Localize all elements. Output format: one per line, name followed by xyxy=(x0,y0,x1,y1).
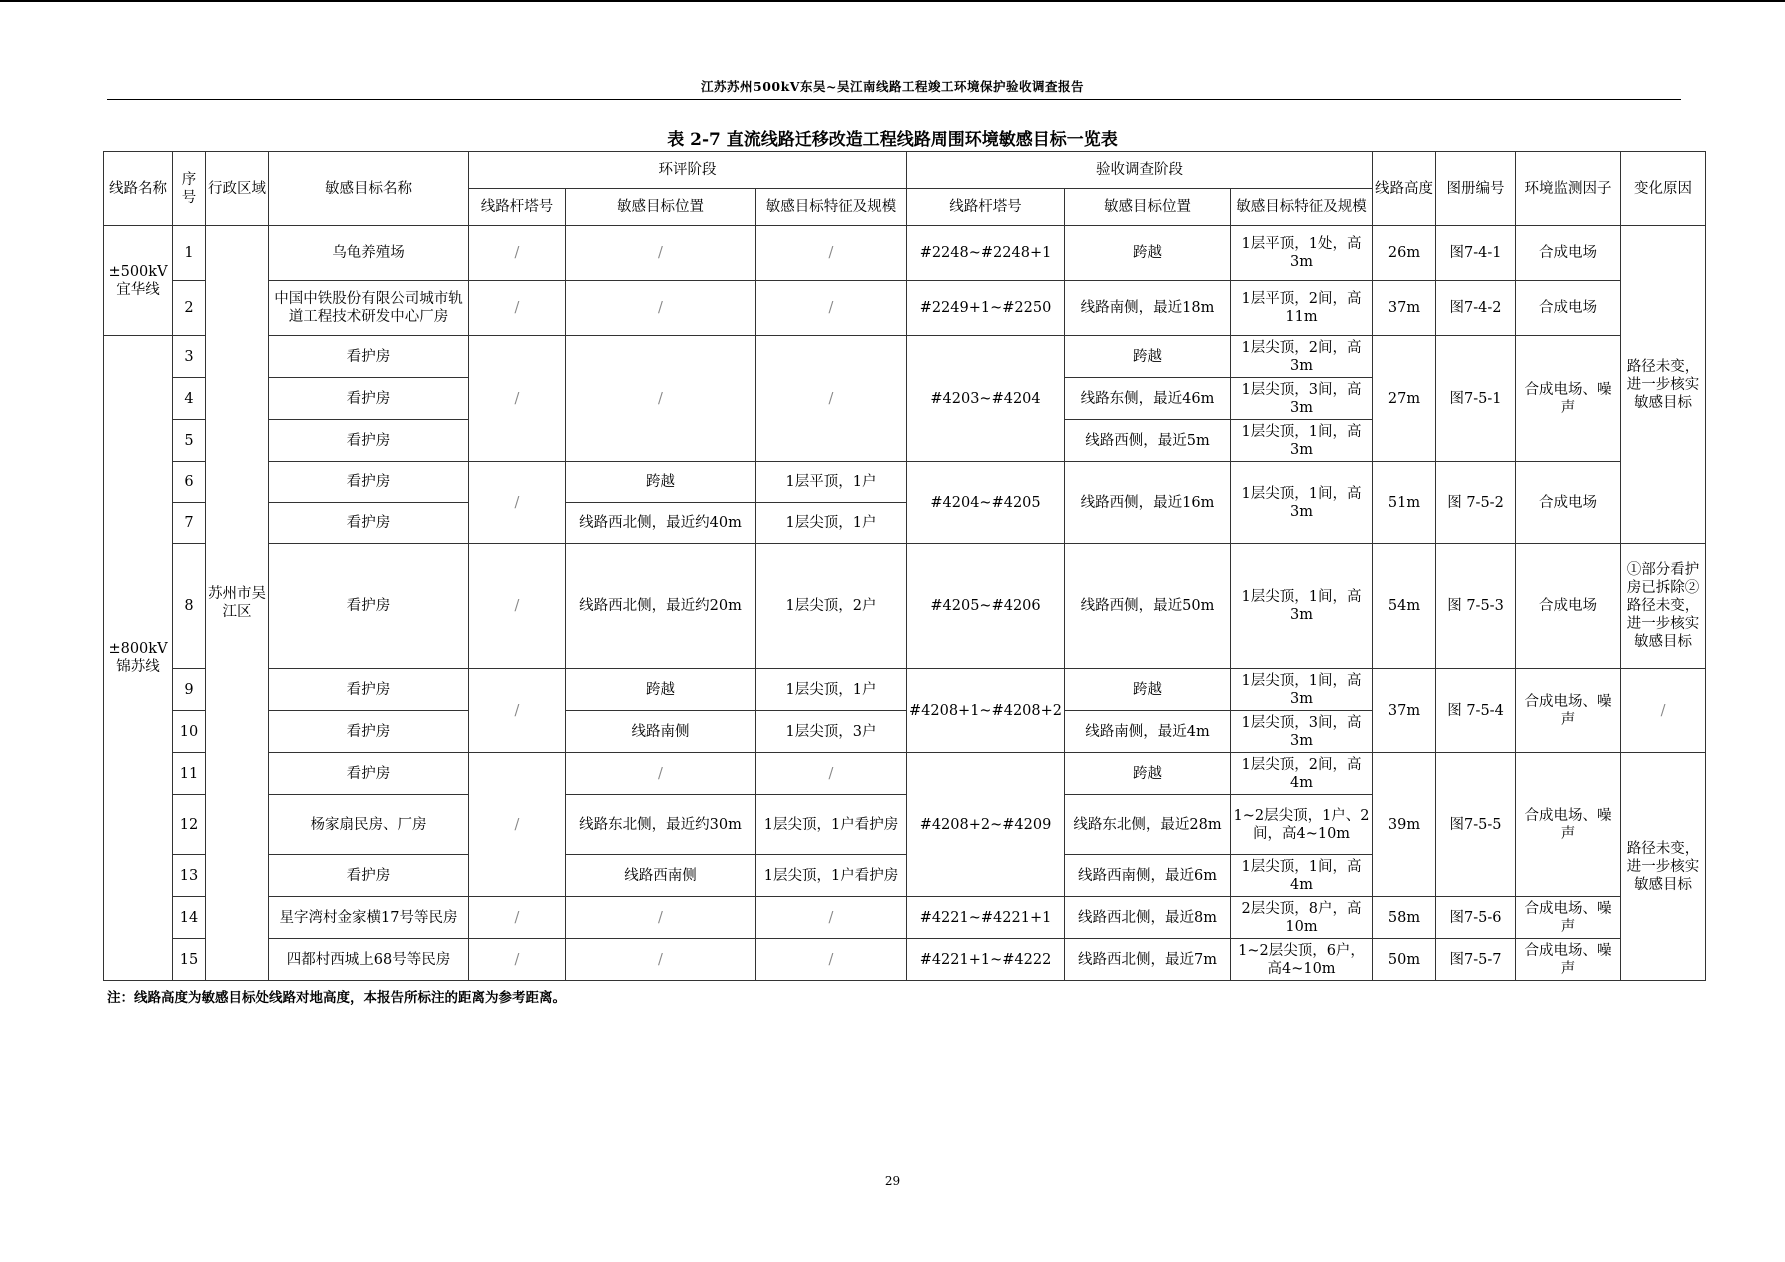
cell-eia-feature: / xyxy=(756,897,907,939)
cell-acc-feature: 1层尖顶，2间，高3m xyxy=(1231,336,1373,378)
cell-target-name: 杨家扇民房、厂房 xyxy=(269,795,469,855)
cell-figure-no: 图 7-5-3 xyxy=(1436,544,1516,669)
cell-line-height: 26m xyxy=(1373,226,1436,281)
cell-line-500kv: ±500kV宜华线 xyxy=(104,226,173,336)
cell-eia-feature: 1层尖顶，2户 xyxy=(756,544,907,669)
cell-figure-no: 图7-5-5 xyxy=(1436,753,1516,897)
cell-eia-position: / xyxy=(566,897,756,939)
cell-eia-tower: / xyxy=(469,897,566,939)
cell-acc-position: 跨越 xyxy=(1065,226,1231,281)
table-note: 注：线路高度为敏感目标处线路对地高度，本报告所标注的距离为参考距离。 xyxy=(107,990,566,1006)
cell-change-reason: ①部分看护房已拆除②路径未变，进一步核实敏感目标 xyxy=(1621,544,1706,669)
cell-eia-feature: 1层尖顶，1户看护房 xyxy=(756,795,907,855)
cell-eia-tower: / xyxy=(469,336,566,462)
running-header: 江苏苏州500kV东吴~吴江南线路工程竣工环境保护验收调查报告 xyxy=(701,79,1084,94)
header-target-name: 敏感目标名称 xyxy=(269,152,469,226)
cell-line-height: 58m xyxy=(1373,897,1436,939)
cell-target-name: 乌龟养殖场 xyxy=(269,226,469,281)
cell-monitor-factor: 合成电场 xyxy=(1516,544,1621,669)
cell-acc-feature: 1层尖顶，2间，高4m xyxy=(1231,753,1373,795)
cell-acc-feature: 1层尖顶，3间，高3m xyxy=(1231,711,1373,753)
cell-acc-feature: 1层尖顶，1间，高3m xyxy=(1231,420,1373,462)
cell-target-name: 中国中铁股份有限公司城市轨道工程技术研发中心厂房 xyxy=(269,281,469,336)
cell-seq: 13 xyxy=(173,855,206,897)
table-row xyxy=(104,544,1706,669)
header-acc-feature: 敏感目标特征及规模 xyxy=(1231,189,1373,226)
cell-line-height: 50m xyxy=(1373,939,1436,981)
table-row xyxy=(104,939,1706,981)
header-district: 行政区域 xyxy=(206,152,269,226)
cell-acc-position: 跨越 xyxy=(1065,753,1231,795)
header-line-height: 线路高度 xyxy=(1373,152,1436,226)
cell-eia-feature: 1层尖顶，1户 xyxy=(756,503,907,544)
cell-acc-position: 线路西北侧，最近7m xyxy=(1065,939,1231,981)
cell-seq: 14 xyxy=(173,897,206,939)
cell-line-height: 37m xyxy=(1373,669,1436,753)
cell-eia-position: 跨越 xyxy=(566,669,756,711)
cell-acc-feature: 1层尖顶，1间，高3m xyxy=(1231,462,1373,544)
cell-eia-feature: 1层尖顶，1户看护房 xyxy=(756,855,907,897)
cell-figure-no: 图7-5-1 xyxy=(1436,336,1516,462)
cell-acc-position: 线路东侧，最近46m xyxy=(1065,378,1231,420)
cell-line-height: 39m xyxy=(1373,753,1436,897)
cell-acc-position: 线路西侧，最近16m xyxy=(1065,462,1231,544)
cell-target-name: 看护房 xyxy=(269,753,469,795)
header-eia-position: 敏感目标位置 xyxy=(566,189,756,226)
cell-eia-tower: / xyxy=(469,544,566,669)
cell-acc-feature: 1层平顶，2间，高11m xyxy=(1231,281,1373,336)
cell-eia-tower: / xyxy=(469,462,566,544)
cell-seq: 1 xyxy=(173,226,206,281)
cell-target-name: 四都村西城上68号等民房 xyxy=(269,939,469,981)
cell-line-800kv: ±800kV锦苏线 xyxy=(104,336,173,981)
cell-eia-tower: / xyxy=(469,669,566,753)
cell-eia-tower: / xyxy=(469,281,566,336)
cell-seq: 5 xyxy=(173,420,206,462)
cell-eia-feature: 1层尖顶，3户 xyxy=(756,711,907,753)
cell-eia-position: / xyxy=(566,753,756,795)
table-row xyxy=(104,753,1706,795)
cell-change-reason: 路径未变，进一步核实敏感目标 xyxy=(1621,753,1706,981)
cell-seq: 7 xyxy=(173,503,206,544)
cell-acc-tower: #4205~#4206 xyxy=(907,544,1065,669)
cell-change-reason: 路径未变，进一步核实敏感目标 xyxy=(1621,226,1706,544)
cell-target-name: 看护房 xyxy=(269,669,469,711)
cell-acc-tower: #2248~#2248+1 xyxy=(907,226,1065,281)
cell-acc-tower: #4204~#4205 xyxy=(907,462,1065,544)
cell-target-name: 看护房 xyxy=(269,544,469,669)
cell-change-reason: / xyxy=(1621,669,1706,753)
cell-acc-feature: 1层尖顶，3间，高3m xyxy=(1231,378,1373,420)
table-title: 表 2-7 直流线路迁移改造工程线路周围环境敏感目标一览表 xyxy=(667,130,1118,150)
cell-target-name: 看护房 xyxy=(269,336,469,378)
cell-monitor-factor: 合成电场、噪声 xyxy=(1516,753,1621,897)
cell-eia-position: / xyxy=(566,336,756,462)
table-row xyxy=(104,281,1706,336)
cell-acc-position: 线路西南侧，最近6m xyxy=(1065,855,1231,897)
cell-acc-feature: 1~2层尖顶，1户、2间，高4~10m xyxy=(1231,795,1373,855)
header-eia-tower: 线路杆塔号 xyxy=(469,189,566,226)
cell-line-height: 27m xyxy=(1373,336,1436,462)
cell-seq: 10 xyxy=(173,711,206,753)
cell-acc-feature: 1~2层尖顶，6户，高4~10m xyxy=(1231,939,1373,981)
cell-monitor-factor: 合成电场 xyxy=(1516,462,1621,544)
cell-acc-tower: #2249+1~#2250 xyxy=(907,281,1065,336)
cell-eia-feature: / xyxy=(756,939,907,981)
cell-eia-feature: / xyxy=(756,753,907,795)
top-border-line xyxy=(0,0,1785,2)
cell-line-height: 51m xyxy=(1373,462,1436,544)
cell-target-name: 看护房 xyxy=(269,855,469,897)
table-row xyxy=(104,897,1706,939)
cell-acc-feature: 1层尖顶，1间，高4m xyxy=(1231,855,1373,897)
cell-eia-position: 线路西北侧，最近约20m xyxy=(566,544,756,669)
cell-acc-tower: #4203~#4204 xyxy=(907,336,1065,462)
cell-eia-tower: / xyxy=(469,753,566,897)
cell-acc-tower: #4208+2~#4209 xyxy=(907,753,1065,897)
cell-target-name: 星字湾村金家横17号等民房 xyxy=(269,897,469,939)
cell-acc-tower: #4221~#4221+1 xyxy=(907,897,1065,939)
cell-eia-position: / xyxy=(566,226,756,281)
cell-acc-feature: 1层平顶，1处，高3m xyxy=(1231,226,1373,281)
header-figure-no: 图册编号 xyxy=(1436,152,1516,226)
header-seq: 序号 xyxy=(173,152,206,226)
cell-figure-no: 图 7-5-2 xyxy=(1436,462,1516,544)
cell-eia-feature: / xyxy=(756,336,907,462)
cell-monitor-factor: 合成电场 xyxy=(1516,281,1621,336)
cell-seq: 12 xyxy=(173,795,206,855)
cell-target-name: 看护房 xyxy=(269,462,469,503)
cell-figure-no: 图7-5-6 xyxy=(1436,897,1516,939)
header-change-reason: 变化原因 xyxy=(1621,152,1706,226)
cell-acc-feature: 1层尖顶，1间，高3m xyxy=(1231,669,1373,711)
cell-acc-position: 跨越 xyxy=(1065,669,1231,711)
header-eia-stage: 环评阶段 xyxy=(469,152,907,189)
header-acc-tower: 线路杆塔号 xyxy=(907,189,1065,226)
cell-monitor-factor: 合成电场、噪声 xyxy=(1516,336,1621,462)
cell-acc-position: 线路东北侧，最近28m xyxy=(1065,795,1231,855)
header-rule xyxy=(107,99,1681,100)
cell-acc-tower: #4221+1~#4222 xyxy=(907,939,1065,981)
header-monitor-factor: 环境监测因子 xyxy=(1516,152,1621,226)
cell-monitor-factor: 合成电场、噪声 xyxy=(1516,669,1621,753)
cell-figure-no: 图 7-5-4 xyxy=(1436,669,1516,753)
cell-acc-position: 线路南侧，最近18m xyxy=(1065,281,1231,336)
table-row xyxy=(104,462,1706,503)
sensitive-targets-table xyxy=(103,151,1706,981)
header-acceptance-stage: 验收调查阶段 xyxy=(907,152,1373,189)
cell-district: 苏州市吴江区 xyxy=(206,226,269,981)
header-acc-position: 敏感目标位置 xyxy=(1065,189,1231,226)
cell-figure-no: 图7-5-7 xyxy=(1436,939,1516,981)
cell-target-name: 看护房 xyxy=(269,420,469,462)
cell-target-name: 看护房 xyxy=(269,503,469,544)
table-row xyxy=(104,226,1706,281)
cell-line-height: 37m xyxy=(1373,281,1436,336)
header-row-1 xyxy=(104,152,1706,189)
cell-eia-tower: / xyxy=(469,226,566,281)
table-row xyxy=(104,669,1706,711)
cell-acc-position: 线路西侧，最近5m xyxy=(1065,420,1231,462)
cell-acc-position: 线路西北侧，最近8m xyxy=(1065,897,1231,939)
cell-eia-feature: 1层尖顶，1户 xyxy=(756,669,907,711)
cell-eia-position: / xyxy=(566,281,756,336)
cell-monitor-factor: 合成电场、噪声 xyxy=(1516,939,1621,981)
header-line-name: 线路名称 xyxy=(104,152,173,226)
cell-seq: 8 xyxy=(173,544,206,669)
header-eia-feature: 敏感目标特征及规模 xyxy=(756,189,907,226)
cell-eia-position: 线路西南侧 xyxy=(566,855,756,897)
cell-eia-tower: / xyxy=(469,939,566,981)
cell-acc-tower: #4208+1~#4208+2 xyxy=(907,669,1065,753)
cell-monitor-factor: 合成电场、噪声 xyxy=(1516,897,1621,939)
cell-seq: 4 xyxy=(173,378,206,420)
cell-eia-feature: 1层平顶，1户 xyxy=(756,462,907,503)
cell-eia-feature: / xyxy=(756,226,907,281)
cell-seq: 6 xyxy=(173,462,206,503)
cell-eia-feature: / xyxy=(756,281,907,336)
cell-acc-position: 线路西侧，最近50m xyxy=(1065,544,1231,669)
cell-eia-position: 线路东北侧，最近约30m xyxy=(566,795,756,855)
cell-seq: 3 xyxy=(173,336,206,378)
cell-target-name: 看护房 xyxy=(269,711,469,753)
table-row xyxy=(104,336,1706,378)
cell-monitor-factor: 合成电场 xyxy=(1516,226,1621,281)
cell-acc-feature: 2层尖顶，8户，高10m xyxy=(1231,897,1373,939)
cell-acc-feature: 1层尖顶，1间，高3m xyxy=(1231,544,1373,669)
cell-target-name: 看护房 xyxy=(269,378,469,420)
cell-eia-position: / xyxy=(566,939,756,981)
cell-eia-position: 线路西北侧，最近约40m xyxy=(566,503,756,544)
cell-line-height: 54m xyxy=(1373,544,1436,669)
page-number: 29 xyxy=(884,1174,901,1188)
cell-acc-position: 线路南侧，最近4m xyxy=(1065,711,1231,753)
cell-figure-no: 图7-4-2 xyxy=(1436,281,1516,336)
cell-seq: 11 xyxy=(173,753,206,795)
cell-eia-position: 跨越 xyxy=(566,462,756,503)
cell-acc-position: 跨越 xyxy=(1065,336,1231,378)
cell-seq: 2 xyxy=(173,281,206,336)
cell-eia-position: 线路南侧 xyxy=(566,711,756,753)
cell-seq: 15 xyxy=(173,939,206,981)
cell-figure-no: 图7-4-1 xyxy=(1436,226,1516,281)
cell-seq: 9 xyxy=(173,669,206,711)
